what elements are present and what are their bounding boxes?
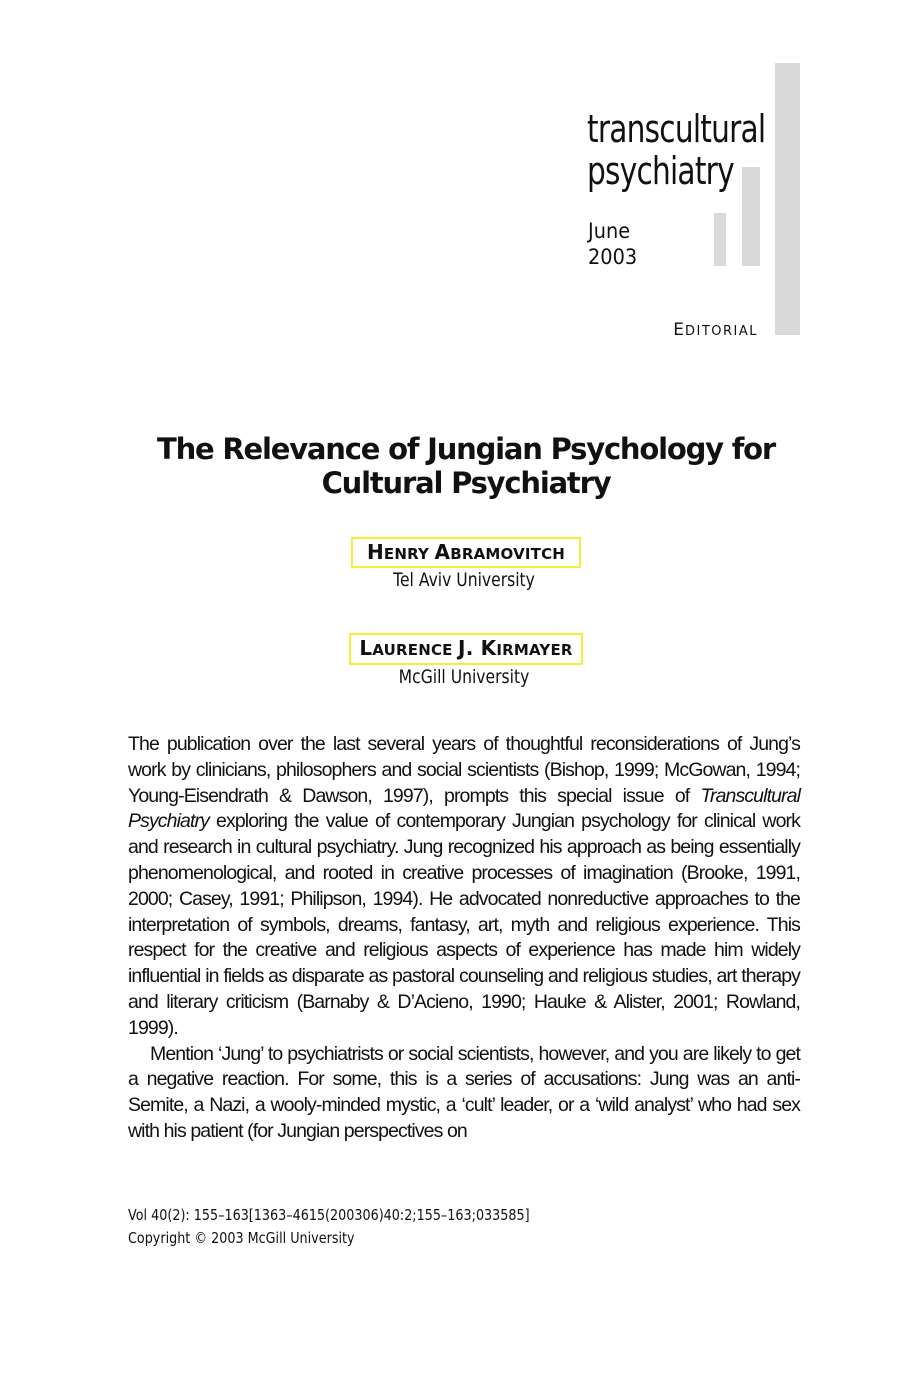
author-affiliation: McGill University — [398, 666, 530, 688]
issue-date — [588, 218, 637, 270]
journal-name-line2: psychiatry — [587, 149, 734, 193]
author-name-box[interactable] — [351, 537, 581, 568]
body-paragraph: Mention ‘Jung’ to psychiatrists or social scientists, however, and you are likely to get a negative reaction. For some, this is a series of accusations: Jung was an anti-Semite, a Nazi, a wooly-minded mystic, a ‘cult’ leader, or a ‘wild analyst’ who had sex with his patient (for Jungian perspectives on — [128, 1042, 800, 1142]
section-label-rest: DITORIAL — [684, 324, 758, 339]
decorative-bar-large — [775, 63, 800, 335]
copyright-line: Copyright © 2003 McGill University — [128, 1229, 355, 1247]
citation-line: Vol 40(2): 155–163[1363–4615(200306)40:2;155–163;033585] — [128, 1206, 530, 1224]
article-body — [128, 732, 800, 1145]
journal-name-line1: transcultural — [587, 107, 766, 151]
journal-name — [587, 108, 765, 192]
author-affiliation: Tel Aviv University — [393, 569, 535, 591]
section-label — [600, 320, 758, 340]
issue-month: June — [588, 219, 631, 243]
journal-title-italic: Transcultural Psychiatry — [128, 784, 800, 833]
page-footer — [128, 1204, 530, 1250]
section-label-initial: E — [673, 320, 685, 340]
decorative-bar-small — [714, 213, 726, 266]
article-title: The Relevance of Jungian Psychology for Cultural Psychiatry — [157, 432, 775, 500]
body-paragraph: The publication over the last several years of thoughtful reconsiderations of Jung’s work by clinicians, philosophers and social scientists (Bishop, 1999; McGowan, 1994; Young-Eisendrath & Dawson, 1997), prompts this special issue of Transcultural Psychiatry exploring the value of contemporary Jungian psychology for clinical work and research in cultural psychiatry. Jung recognized his approach as being essentially phenomenological, and rooted in creative processes of imagination (Brooke, 1991, 2000; Casey, 1991; Philipson, 1994). He advocated nonreductive approaches to the interpretation of symbols, dreams, fantasy, art, myth and religious experience. This respect for the creative and religious aspects of experience has made him widely influential in fields as disparate as pastoral counseling and religious studies, art therapy and literary criticism (Barnaby & D’Acieno, 1990; Hauke & Alister, 2001; Rowland, 1999). — [128, 733, 800, 1039]
author-name-box[interactable] — [349, 633, 583, 665]
author-name: LAURENCE J. KIRMAYER — [359, 636, 573, 660]
issue-year: 2003 — [588, 245, 638, 269]
author-name: HENRY ABRAMOVITCH — [366, 540, 566, 564]
